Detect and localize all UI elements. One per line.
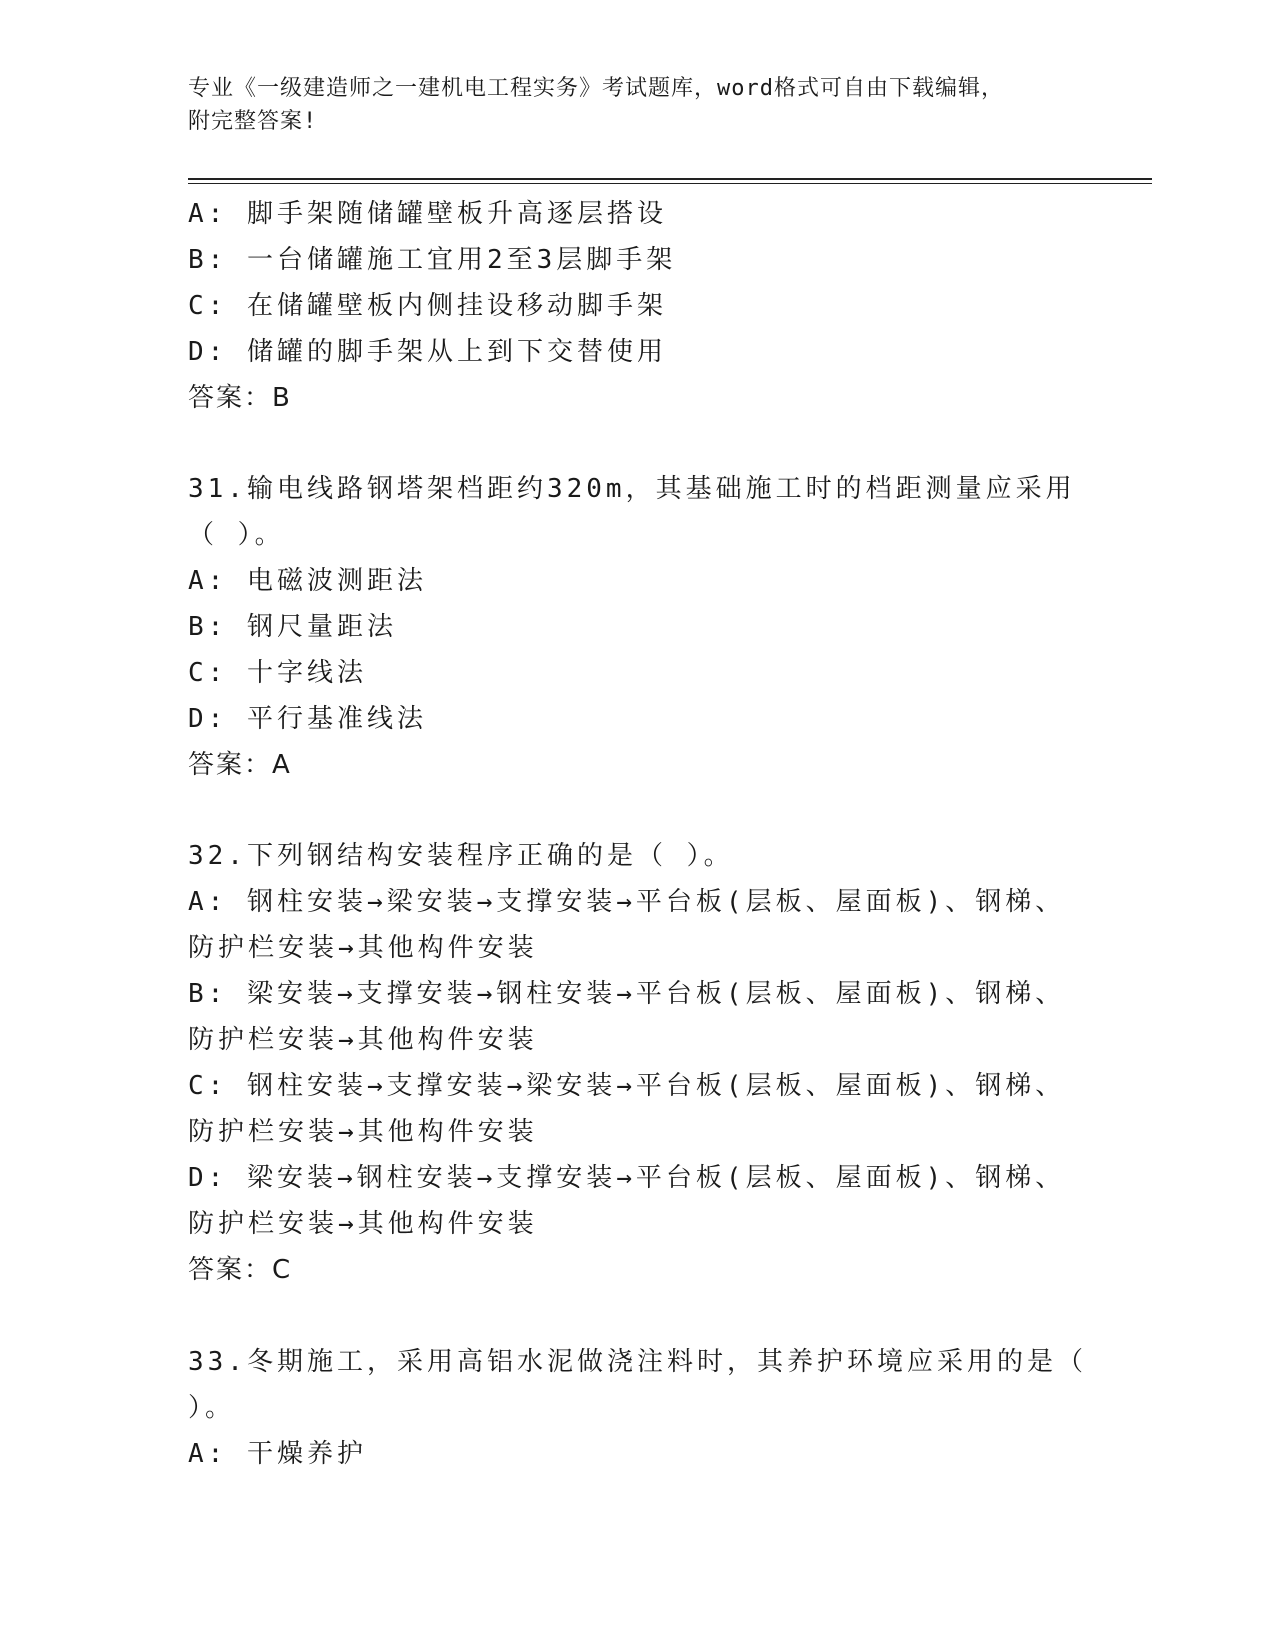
- answer-line: 答案：C: [188, 1255, 293, 1285]
- option-b: B: 梁安装→支撑安装→钢柱安装→平台板(层板、屋面板)、钢梯、防护栏安装→其他构件安装: [188, 979, 1066, 1055]
- option-a: A: 干燥养护: [188, 1439, 367, 1469]
- spacer: [188, 1293, 1088, 1339]
- header-rule-thin: [188, 183, 1152, 184]
- option-d: D: 平行基准线法: [188, 704, 427, 734]
- option-c: C: 在储罐壁板内侧挂设移动脚手架: [188, 291, 667, 321]
- spacer: [188, 788, 1088, 833]
- question-text: 33.冬期施工，采用高铝水泥做浇注料时，其养护环境应采用的是（ ）。: [188, 1347, 1087, 1423]
- document-body: [188, 191, 1088, 1477]
- option-a: A: 脚手架随储罐壁板升高逐层搭设: [188, 199, 667, 229]
- question-block-32: [188, 833, 1088, 1293]
- question-block-33: [188, 1339, 1088, 1477]
- option-b: B: 一台储罐施工宜用2至3层脚手架: [188, 245, 677, 275]
- option-d: D: 储罐的脚手架从上到下交替使用: [188, 337, 667, 367]
- document-header: [188, 72, 1068, 138]
- question-text: 32.下列钢结构安装程序正确的是（ ）。: [188, 841, 734, 871]
- option-a: A: 钢柱安装→梁安装→支撑安装→平台板(层板、屋面板)、钢梯、防护栏安装→其他构件安装: [188, 887, 1066, 963]
- option-c: C: 钢柱安装→支撑安装→梁安装→平台板(层板、屋面板)、钢梯、防护栏安装→其他构件安装: [188, 1071, 1066, 1147]
- header-rule-thick: [188, 178, 1152, 180]
- answer-line: 答案：A: [188, 750, 292, 780]
- header-line-2: 附完整答案!: [188, 109, 318, 134]
- option-c: C: 十字线法: [188, 658, 367, 688]
- answer-line: 答案：B: [188, 383, 292, 413]
- question-text: 31.输电线路钢塔架档距约320m，其基础施工时的档距测量应采用（ ）。: [188, 474, 1076, 550]
- spacer: [188, 421, 1088, 466]
- option-b: B: 钢尺量距法: [188, 612, 397, 642]
- question-block-30: [188, 191, 1088, 421]
- question-block-31: [188, 466, 1088, 788]
- option-d: D: 梁安装→钢柱安装→支撑安装→平台板(层板、屋面板)、钢梯、防护栏安装→其他构件安装: [188, 1163, 1066, 1239]
- option-a: A: 电磁波测距法: [188, 566, 427, 596]
- header-line-1: 专业《一级建造师之一建机电工程实务》考试题库，word格式可自由下载编辑，: [188, 76, 1004, 101]
